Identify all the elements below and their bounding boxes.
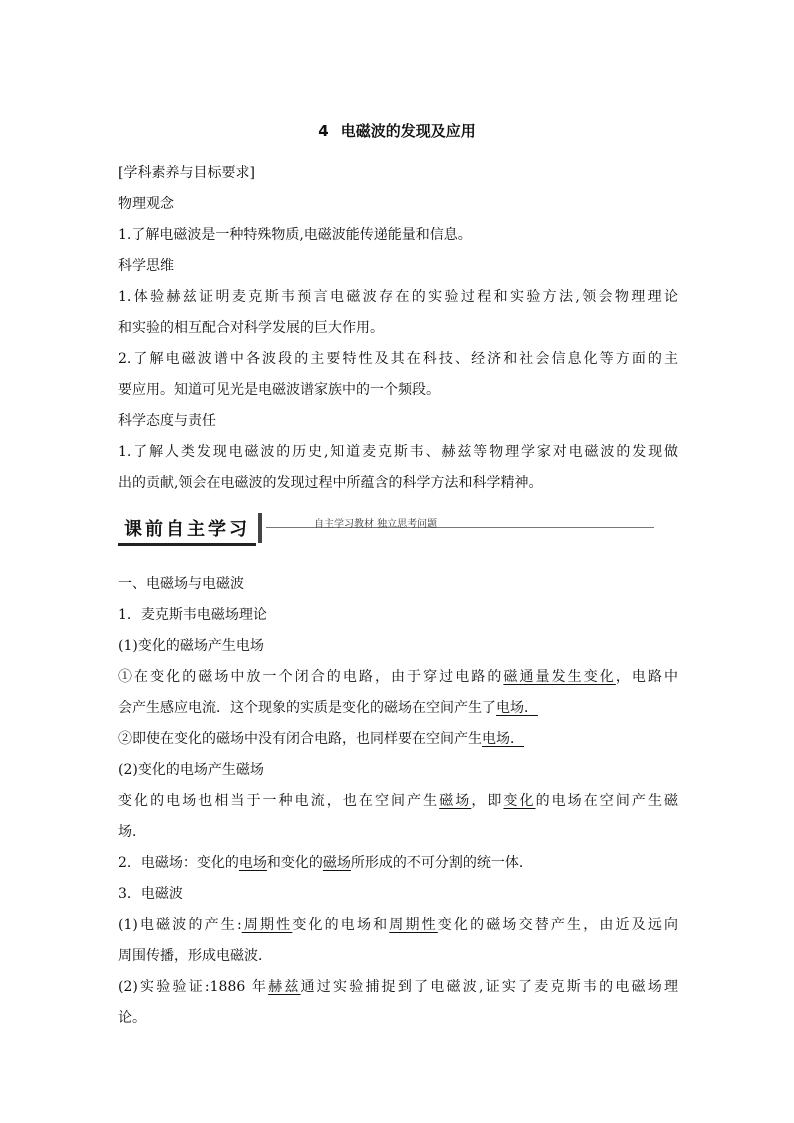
thinking-item-1-line-2: 和实验的相互配合对科学发展的巨大作用。 bbox=[118, 320, 384, 336]
text-span: 2．电磁场：变化的 bbox=[118, 855, 239, 871]
paragraph-3-line-1 bbox=[118, 786, 678, 817]
underlined-answer: 电场 bbox=[238, 855, 267, 871]
text-span: 会产生感应电流．这个现象的实质是变化的磁场在空间产生了 bbox=[118, 700, 496, 716]
heading-scientific-attitude: 科学态度与责任 bbox=[118, 413, 216, 429]
underlined-answer: 周期性 bbox=[241, 917, 293, 933]
section-banner bbox=[118, 503, 678, 555]
underlined-answer: 磁通量发生变化 bbox=[503, 669, 616, 685]
text-span: 的电场在空间产生磁 bbox=[535, 793, 679, 809]
thinking-item-2-line-2: 要应用。知道可见光是电磁波谱家族中的一个频段。 bbox=[118, 382, 440, 398]
concept-item-1: 1.了解电磁波是一种特殊物质,电磁波能传递能量和信息。 bbox=[118, 227, 472, 243]
attitude-item-1-line-2: 出的贡献,领会在电磁波的发现过程中所蕴含的科学方法和科学精神。 bbox=[118, 475, 543, 491]
text-span: ，即 bbox=[471, 793, 504, 809]
text-span: 和变化的 bbox=[266, 855, 323, 871]
topic-maxwell-theory: 1．麦克斯韦电磁场理论 bbox=[118, 607, 267, 623]
text-span: 通过实验捕捉到了电磁波,证实了麦克斯韦的电磁场理 bbox=[300, 979, 678, 995]
paragraph-3-line-2: 场． bbox=[118, 824, 146, 840]
text-span: ②即使在变化的磁场中没有闭合电路，也同样要在空间产生 bbox=[118, 731, 482, 747]
paragraph-5-line-2: 论。 bbox=[118, 1010, 146, 1026]
topic-electromagnetic-wave: 3．电磁波 bbox=[118, 886, 183, 902]
thinking-item-2-line-1: 2.了解电磁波谱中各波段的主要特性及其在科技、经济和社会信息化等方面的主 bbox=[118, 351, 678, 367]
paragraph-4-line-1 bbox=[118, 910, 678, 941]
underlined-answer: 电场． bbox=[496, 700, 538, 716]
banner-title: 课前自主学习 bbox=[124, 519, 250, 540]
underlined-answer: 电场． bbox=[482, 731, 524, 747]
underlined-answer: 赫兹 bbox=[268, 979, 301, 995]
banner-divider-bar bbox=[258, 513, 262, 543]
thinking-item-1-line-1: 1.体验赫兹证明麦克斯韦预言电磁波存在的实验过程和实验方法,领会物理理论 bbox=[118, 289, 678, 305]
paragraph-5-line-1 bbox=[118, 972, 678, 1003]
text-span: 变化的磁场交替产生，由近及远向 bbox=[437, 917, 679, 933]
banner-subtitle: 自主学习教材 独立思考问题 bbox=[314, 519, 438, 530]
text-span: ，电路中 bbox=[615, 669, 679, 685]
underlined-answer: 变化 bbox=[503, 793, 536, 809]
subtopic-changing-electric-field: (2)变化的电场产生磁场 bbox=[118, 762, 264, 778]
paragraph-1-line-1 bbox=[118, 662, 678, 693]
underlined-answer: 磁场 bbox=[322, 855, 351, 871]
paragraph-2 bbox=[118, 724, 678, 755]
text-span: ①在变化的磁场中放一个闭合的电路，由于穿过电路的 bbox=[118, 669, 504, 685]
text-span: (2)实验验证:1886 年 bbox=[118, 979, 269, 995]
paragraph-4-line-2: 周围传播，形成电磁波． bbox=[118, 948, 272, 964]
title-number: 4 bbox=[318, 122, 329, 140]
text-span: 所形成的不可分割的统一体． bbox=[350, 855, 533, 871]
page-title bbox=[0, 120, 794, 141]
text-span: 变化的电场也相当于一种电流，也在空间产生 bbox=[118, 793, 440, 809]
underlined-answer: 周期性 bbox=[389, 917, 438, 933]
banner-underline bbox=[118, 543, 256, 546]
subtopic-changing-magnetic-field: (1)变化的磁场产生电场 bbox=[118, 638, 264, 654]
text-span: (1)电磁波的产生: bbox=[118, 917, 242, 933]
section-heading: [学科素养与目标要求] bbox=[118, 165, 255, 181]
attitude-item-1-line-1: 1.了解人类发现电磁波的历史,知道麦克斯韦、赫兹等物理学家对电磁波的发现做 bbox=[118, 444, 678, 460]
text-span: 变化的电场和 bbox=[292, 917, 390, 933]
content-body bbox=[118, 158, 678, 1034]
paragraph-1-line-2 bbox=[118, 693, 678, 724]
underlined-answer: 磁场 bbox=[439, 793, 472, 809]
heading-physics-concept: 物理观念 bbox=[118, 196, 174, 212]
heading-scientific-thinking: 科学思维 bbox=[118, 258, 174, 274]
topic-electromagnetic-field bbox=[118, 848, 678, 879]
title-text: 电磁波的发现及应用 bbox=[340, 122, 476, 140]
subsection-heading-1: 一、电磁场与电磁波 bbox=[118, 576, 244, 592]
